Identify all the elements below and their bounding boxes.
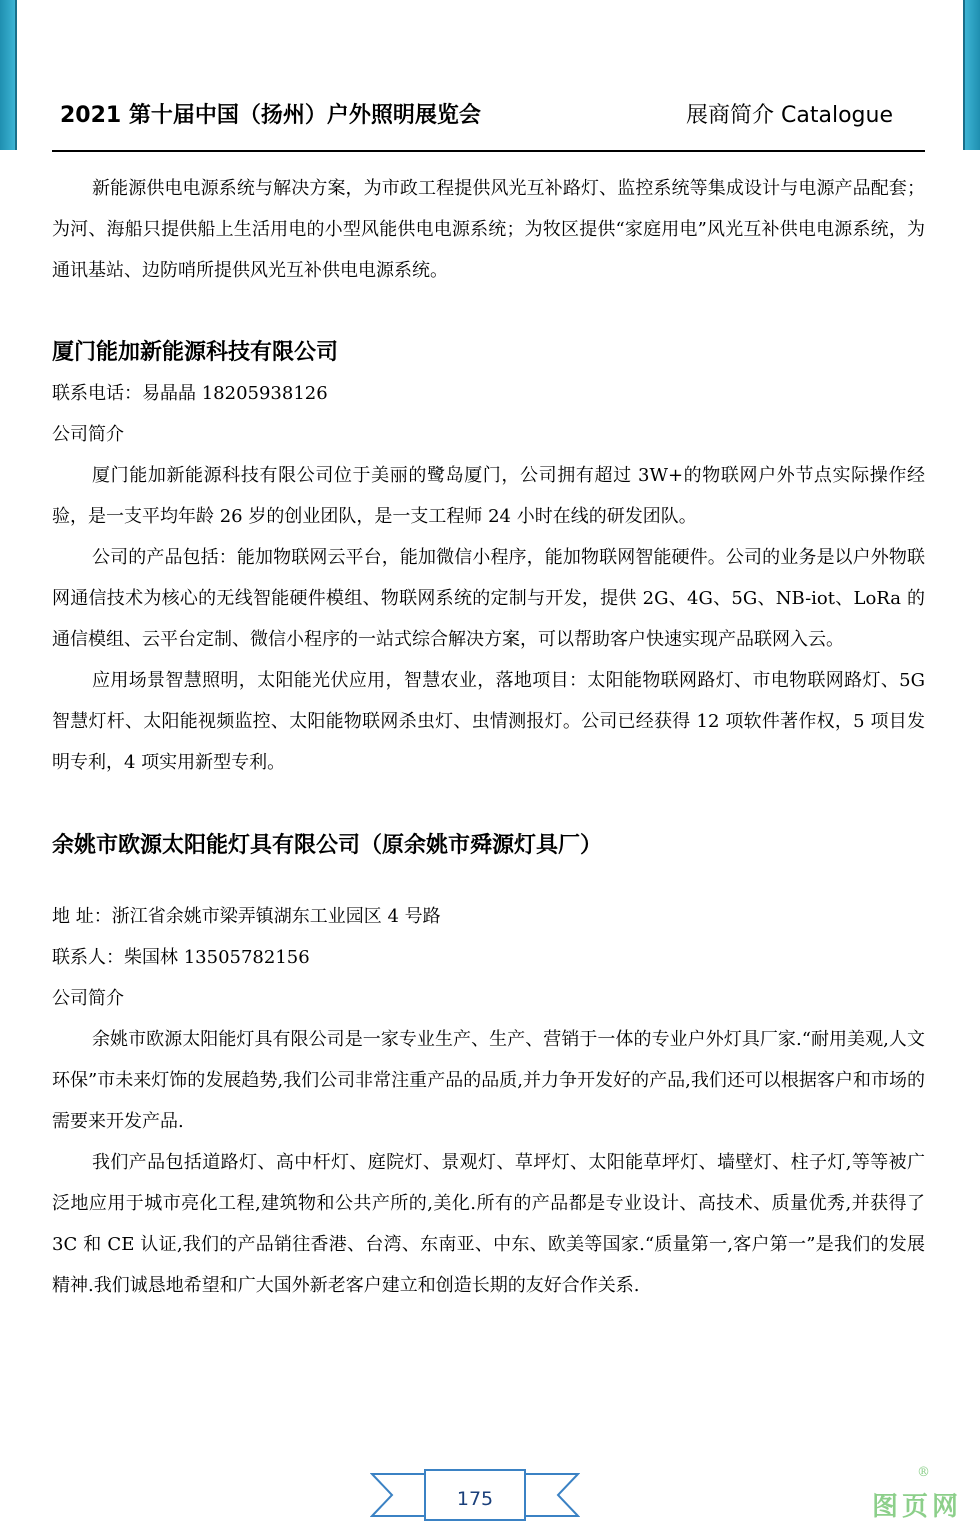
company-paragraph: 厦门能加新能源科技有限公司位于美丽的鹭岛厦门，公司拥有超过 3W+的物联网户外节点实际操作经验，是一支平均年龄 26 岁的创业团队，是一支工程师 24 小时在线的研发团队。 bbox=[52, 465, 925, 527]
watermark-logo: 图页网 bbox=[871, 1492, 962, 1522]
page-content bbox=[52, 168, 925, 1306]
intro-paragraph: 新能源供电电源系统与解决方案，为市政工程提供风光互补路灯、监控系统等集成设计与电源产品配套；为河、海船只提供船上生活用电的小型风能供电电源系统；为牧区提供“家庭用电”风光互补供电电源系统，为通讯基站、边防哨所提供风光互补供电电源系统。 bbox=[52, 178, 925, 281]
company-intro-label: 公司简介 bbox=[52, 988, 124, 1009]
page-header bbox=[52, 98, 925, 152]
company-name: 厦门能加新能源科技有限公司 bbox=[52, 340, 339, 365]
company-paragraph: 公司的产品包括：能加物联网云平台，能加微信小程序，能加物联网智能硬件。公司的业务是以户外物联网通信技术为核心的无线智能硬件模组、物联网系统的定制与开发，提供 2G、4G、5G、NB-iot、LoRa 的通信模组、云平台定制、微信小程序的一站式综合解决方案，可以帮助客户快速实现产品联网入云。 bbox=[52, 547, 925, 650]
company-paragraph: 应用场景智慧照明，太阳能光伏应用，智慧农业，落地项目：太阳能物联网路灯、市电物联网路灯、5G 智慧灯杆、太阳能视频监控、太阳能物联网杀虫灯、虫情测报灯。公司已经获得 12 项软件著作权，5 项目发明专利，4 项实用新型专利。 bbox=[52, 670, 925, 773]
header-catalogue: 展商简介 Catalogue bbox=[686, 103, 893, 128]
registered-mark: ® bbox=[917, 1465, 930, 1480]
header-title: 2021 第十届中国（扬州）户外照明展览会 bbox=[60, 103, 481, 128]
page-footer bbox=[370, 1466, 580, 1523]
company-contact: 联系电话：易晶晶 18205938126 bbox=[52, 383, 328, 404]
right-decorative-bar bbox=[963, 0, 980, 150]
page-number: 175 bbox=[456, 1488, 494, 1510]
company-name: 余姚市欧源太阳能灯具有限公司（原余姚市舜源灯具厂） bbox=[52, 833, 603, 858]
company-contact: 联系人：柴国林 13505782156 bbox=[52, 947, 310, 968]
company-paragraph: 我们产品包括道路灯、高中杆灯、庭院灯、景观灯、草坪灯、太阳能草坪灯、墙壁灯、柱子灯,等等被广泛地应用于城市亮化工程,建筑物和公共产所的,美化.所有的产品都是专业设计、高技术、质量优秀,并获得了 3C 和 CE 认证,我们的产品销往香港、台湾、东南亚、中东、欧美等国家.“质量第一,客户第一”是我们的发展精神.我们诚恳地希望和广大国外新老客户建立和创造长期的友好合作关系. bbox=[52, 1152, 925, 1296]
company-intro-label: 公司简介 bbox=[52, 424, 124, 445]
company-address: 地 址：浙江省余姚市梁弄镇湖东工业园区 4 号路 bbox=[52, 906, 441, 927]
left-decorative-bar bbox=[0, 0, 17, 150]
company-paragraph: 余姚市欧源太阳能灯具有限公司是一家专业生产、生产、营销于一体的专业户外灯具厂家.“耐用美观,人文环保”市未来灯饰的发展趋势,我们公司非常注重产品的品质,并力争开发好的产品,我们还可以根据客户和市场的需要来开发产品. bbox=[52, 1029, 925, 1132]
